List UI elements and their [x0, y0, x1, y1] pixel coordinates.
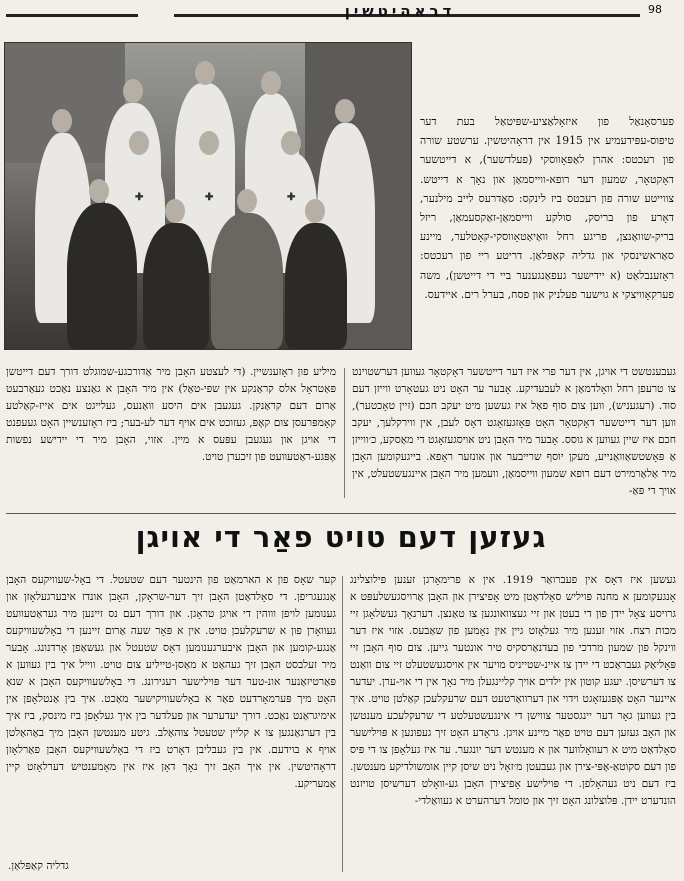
- paragraph: קער שאָס פון א הארמאַט פון הינטער דעם שטעטל. די באָל-שעוויקעס האָבן אַנגעגריפן. די סאָלדאַטן האָבן זיך דער-שראָקן, האָבן אונדז איבערגעלאָזן און גענומען לויפן וווהין די אויגן טראָגן. און דורך דעם נס זיינען מיר געראַטעוועט געוואָרן פון א שרעקלעכן טויט. אין א פּאָר שעה אַרום זיינען די באָלשעוויקעס אַנגע-קומען און האָבן איבערגענומען דאָס שטעטל און געשאַפן אָרדנונג. אָבער מיר זעלבסט האָבן זיך געהאַט א מאַסן-טייליע צום טויט. ווייל איך בין געווען א פּאַרטיזאַנער אונ-טער דער פּוילישער רעגירונג. די באָלשעוויקעס האָבן א שנאַ האָט מיך פּערמאָרדעט פאַר א באָלשעוויקישער מאַכט. איך בין אַנטלאָפן אין אימיגראַנט נאַכט. דורך יעדערער און פעלדער בין איך געלאָפן ביז מינסק, ביז איך בין דערגאַנגען צו א קליין שטעטל צוהאַלב. גיטע מענטשן האָבן מיך באַהאַלטן אויף א בוידעם. אין בין געבליבן דאָרט ביז די באָלשעוויקעס האָבן פאַרלאָזן דראָהיטשין. אין איך האָב זיך נאָך דאָן איז אין מאָמענטיש דערלאָזט קיין אַמעריקע.: [6, 574, 336, 790]
- article-column-left: [6, 364, 336, 466]
- photo-face: [281, 131, 301, 155]
- red-cross-symbol: ✚: [205, 192, 214, 203]
- red-cross-symbol: ✚: [287, 192, 296, 203]
- photo-face: [129, 131, 149, 155]
- column-divider: [342, 576, 343, 872]
- author-signature: גדליה קאַפּלאַן.: [8, 860, 69, 872]
- photo-caption: [420, 112, 674, 304]
- photo-face: [199, 131, 219, 155]
- photo-face: [237, 189, 257, 213]
- section-rule: [6, 513, 676, 514]
- article-headline: געזען דעם טויט פאַר די אויגן: [135, 520, 547, 554]
- red-cross-symbol: ✚: [135, 192, 144, 203]
- photo-face: [123, 79, 143, 103]
- header-rule-left: [6, 14, 138, 17]
- paragraph: געבענטשט די אויגן, אין דער פרי איז דער דייטשער דאָקטאָר געווען דערשטוינט צו טרעפן רחל וואָלדמאַן א לעבעדיקע. אָבער ער האָט ניט געטאָרט ווייזן דעם סוד. (רעגעניש), ווען צום סוף פאַל איז געשען מיט יעקב חכם (זיין טאָכטער), ווען דער דייטשער דאָקטאָר האָט פּאָזגעזאָגט דאָס לעבן, אין ווירקלעך, יעקב חכם איז שיין געווען א גוסס. אָבער מיר האָבן ניט אויסגעזאָגט די מאַסקע, כ׳ווייזן אַ פּאָשטשאַוואַנייע, מעקן יוסף שרייבער און אונזער ראָפא. בייגעקומען האָבן מיר אַלאַרמירט דעם רופא שמעון ווייסמאַן, וועמען מיר האָבן איינגעשטעלט, אין אויך די פּאַ-: [352, 366, 676, 497]
- photo-person: [285, 223, 347, 349]
- story-column-left: [6, 572, 336, 793]
- photo-face: [305, 199, 325, 223]
- article-column-right: [352, 364, 676, 500]
- photo-person: [211, 213, 283, 349]
- paragraph: מיליע פון ראָזענשיין. (די לעצטע האָבן מיר אַדורכגע-שמוגלט דורך דעם דייטשן פּאַטראָל אלס קראַנקע אין שפּי-טאַל) אין מיר האָבן א גאַנצע נאַכט געאַרבעט אַרום דעם קראַנקן. געגעבן אים היסע וואַנעס, געלייגט אים אייז-קאַלטע קאָמפּרעסן צום קאָפּ, געזוכט אים אויף דער לע-בער; ביז ראָזענשיין האָט געעפנט די אויגן און געגעבן עפּעס א מיין. אזוי, האָבן מיר די יידישע נפשות אָפּגע-ראַטעוועט פון זיכערן טויט.: [6, 366, 336, 463]
- photo-face: [195, 61, 215, 85]
- photo-person: [143, 223, 209, 349]
- photo-face: [261, 71, 281, 95]
- column-divider: [344, 368, 345, 498]
- running-header-title: דראהיטשין: [344, 2, 456, 20]
- photo-face: [89, 179, 109, 203]
- photo-face: [335, 99, 355, 123]
- page-number: 98: [648, 3, 662, 16]
- paragraph: געשען איז דאָס אין פעברואַר 1919. אין א פרימאָרגן זענען פּילוצלינג אָנגעקומען א מחנה פּויליש סאָלדאַטן מיט אָפיצירן און האָבן אַרויסגעשלעפּט א גרויסע צאָל יידן פון די בעטן און זיי געצוואונגען צו טאַנצן. דערנאָך געשלאָגן זיי מכות רצח. אזוי זענען מיר געלאָזט גיין אין נאָמען פון שאַבעס. אזוי איז דער ווינקל פון שמעון מרדכי פון בעדנאַרסקיס טיר אונטער גייען. צום סוף האָבן זיי פּאָליאַק געבראַכט די יידן צו איינ-שטייניס מויער אין אויסגעשטעלט זיי צום וואַנט צו דערשיסן. יעגע קוטון אין ילדים אויך קליינגעלן מיר נאָך אין די אוי-ערן. יעדער איינער האָט אָפּגעזאָגט וידוי און דערוואַרטעט דעם שרעקלעכן קאַלטן טויט. איך בין געווען גאָר דער יינגסטער צווישן די אינגעשטעלטע די שרעקלעכע מענטשן און האָב געזען דעם טויט פאַר מיינע אויגן. גראָדע האָט זיך געפונען א פּוילישער סאָלדאַט מיט א רעוואָלווער און א מענטש דער יונגער. ער איז געלאָפן צו די פּיס פון דעם סקוטאַ-אָפּי-צירן און געבעטן מ׳זאָל ניט שיסן קיין אומשולדיקע מענטשן. ביז דעם ניט געהאָלפן. די פּוילישע אָפיצירן האָבן גע-וואָלט דערשיסן טויזנט הונדערט יידן. פּלוצלונג האָט זיך און טומל דערהערט א געוואַלדי-: [350, 574, 676, 807]
- story-column-right: [350, 572, 676, 810]
- photo-face: [165, 199, 185, 223]
- photo-face: [52, 109, 72, 133]
- group-photograph: [4, 42, 412, 350]
- caption-text: פערסאָנאַל פון איזאָלאַציע-שפּיטאַל בעת דער טיפוס-עפּידעמיע אין 1915 אין דראָהיטשין. ערשטע שורה פון רעכטס: אהרן לאַפּאָווסקי (פעלדשער), א דייטשער דאָקטאָר, שמעון דער רופא-ווייסמאַן און נאָך א דייטש. צווייטע שורה פון רעכטס ביז לינקס: סאַדרעס לייב מילנער, דאָרע פון בריסק, סולקע ווייסמאַן-זאַקסעמאַן, ריזל בריק-שוואַנצן, פריגע רחל וואַיאַטאָווסקי-קאָטלער, מיינע סאַראשינסקי און גדליה קאַפּלאַן. דריטע ריי פון רעכטס: ראָזענבלאַט (א יידישער געפאַנגענער ביי די דייטשן), משה פערקאָוויצקי א גוישער פעלניק און פסח, בערל רים. איידעס.: [420, 115, 674, 301]
- photo-person: [67, 203, 137, 349]
